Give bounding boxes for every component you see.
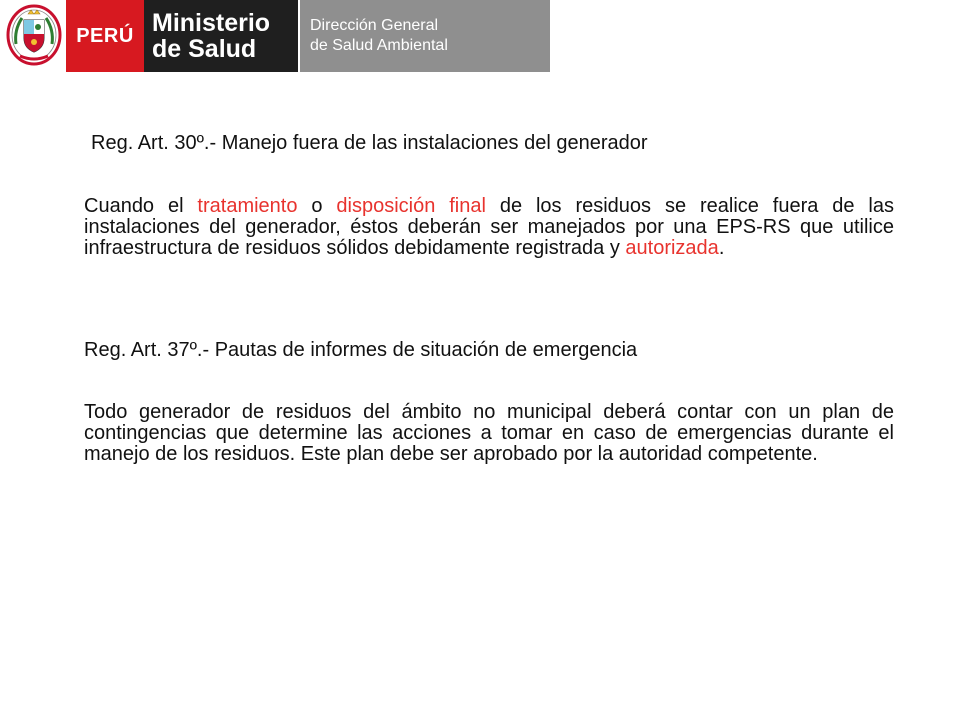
article-30-paragraph [84, 196, 894, 259]
highlight-autorizada: autorizada [625, 237, 719, 259]
article-30-heading: Reg. Art. 30º.- Manejo fuera de las instalaciones del generador [91, 132, 648, 154]
country-text: PERÚ [76, 24, 134, 47]
para1-text-3: de los residuos se realice fuera de las instalaciones del generador, éstos deberán ser manejados por una EPS-RS que utilice infraestructura de residuos sólidos debidamente registrada y [84, 195, 894, 259]
para1-text-4: . [718, 237, 725, 259]
para1-text-1: Cuando el [84, 195, 198, 217]
directorate-label [300, 0, 550, 72]
directorate-line-1: Dirección General [310, 17, 439, 34]
highlight-disposicion-final: disposición final [336, 195, 486, 217]
ministry-line-2: de Salud [152, 35, 257, 63]
highlight-tratamiento: tratamiento [197, 195, 298, 217]
coat-of-arms-icon [6, 4, 62, 68]
header-banner [0, 0, 552, 74]
country-label [66, 0, 144, 72]
ministry-line-1: Ministerio [152, 9, 271, 37]
directorate-line-2: de Salud Ambiental [310, 37, 448, 54]
article-37-paragraph: Todo generador de residuos del ámbito no municipal deberá contar con un plan de contingencias que determine las acciones a tomar en caso de emergencias durante el manejo de los residuos. Este plan debe ser aprobado por la autoridad competente. [84, 401, 894, 465]
article-37-heading: Reg. Art. 37º.- Pautas de informes de situación de emergencia [84, 339, 638, 361]
ministry-label [144, 0, 298, 72]
para1-text-2: o [297, 195, 337, 217]
